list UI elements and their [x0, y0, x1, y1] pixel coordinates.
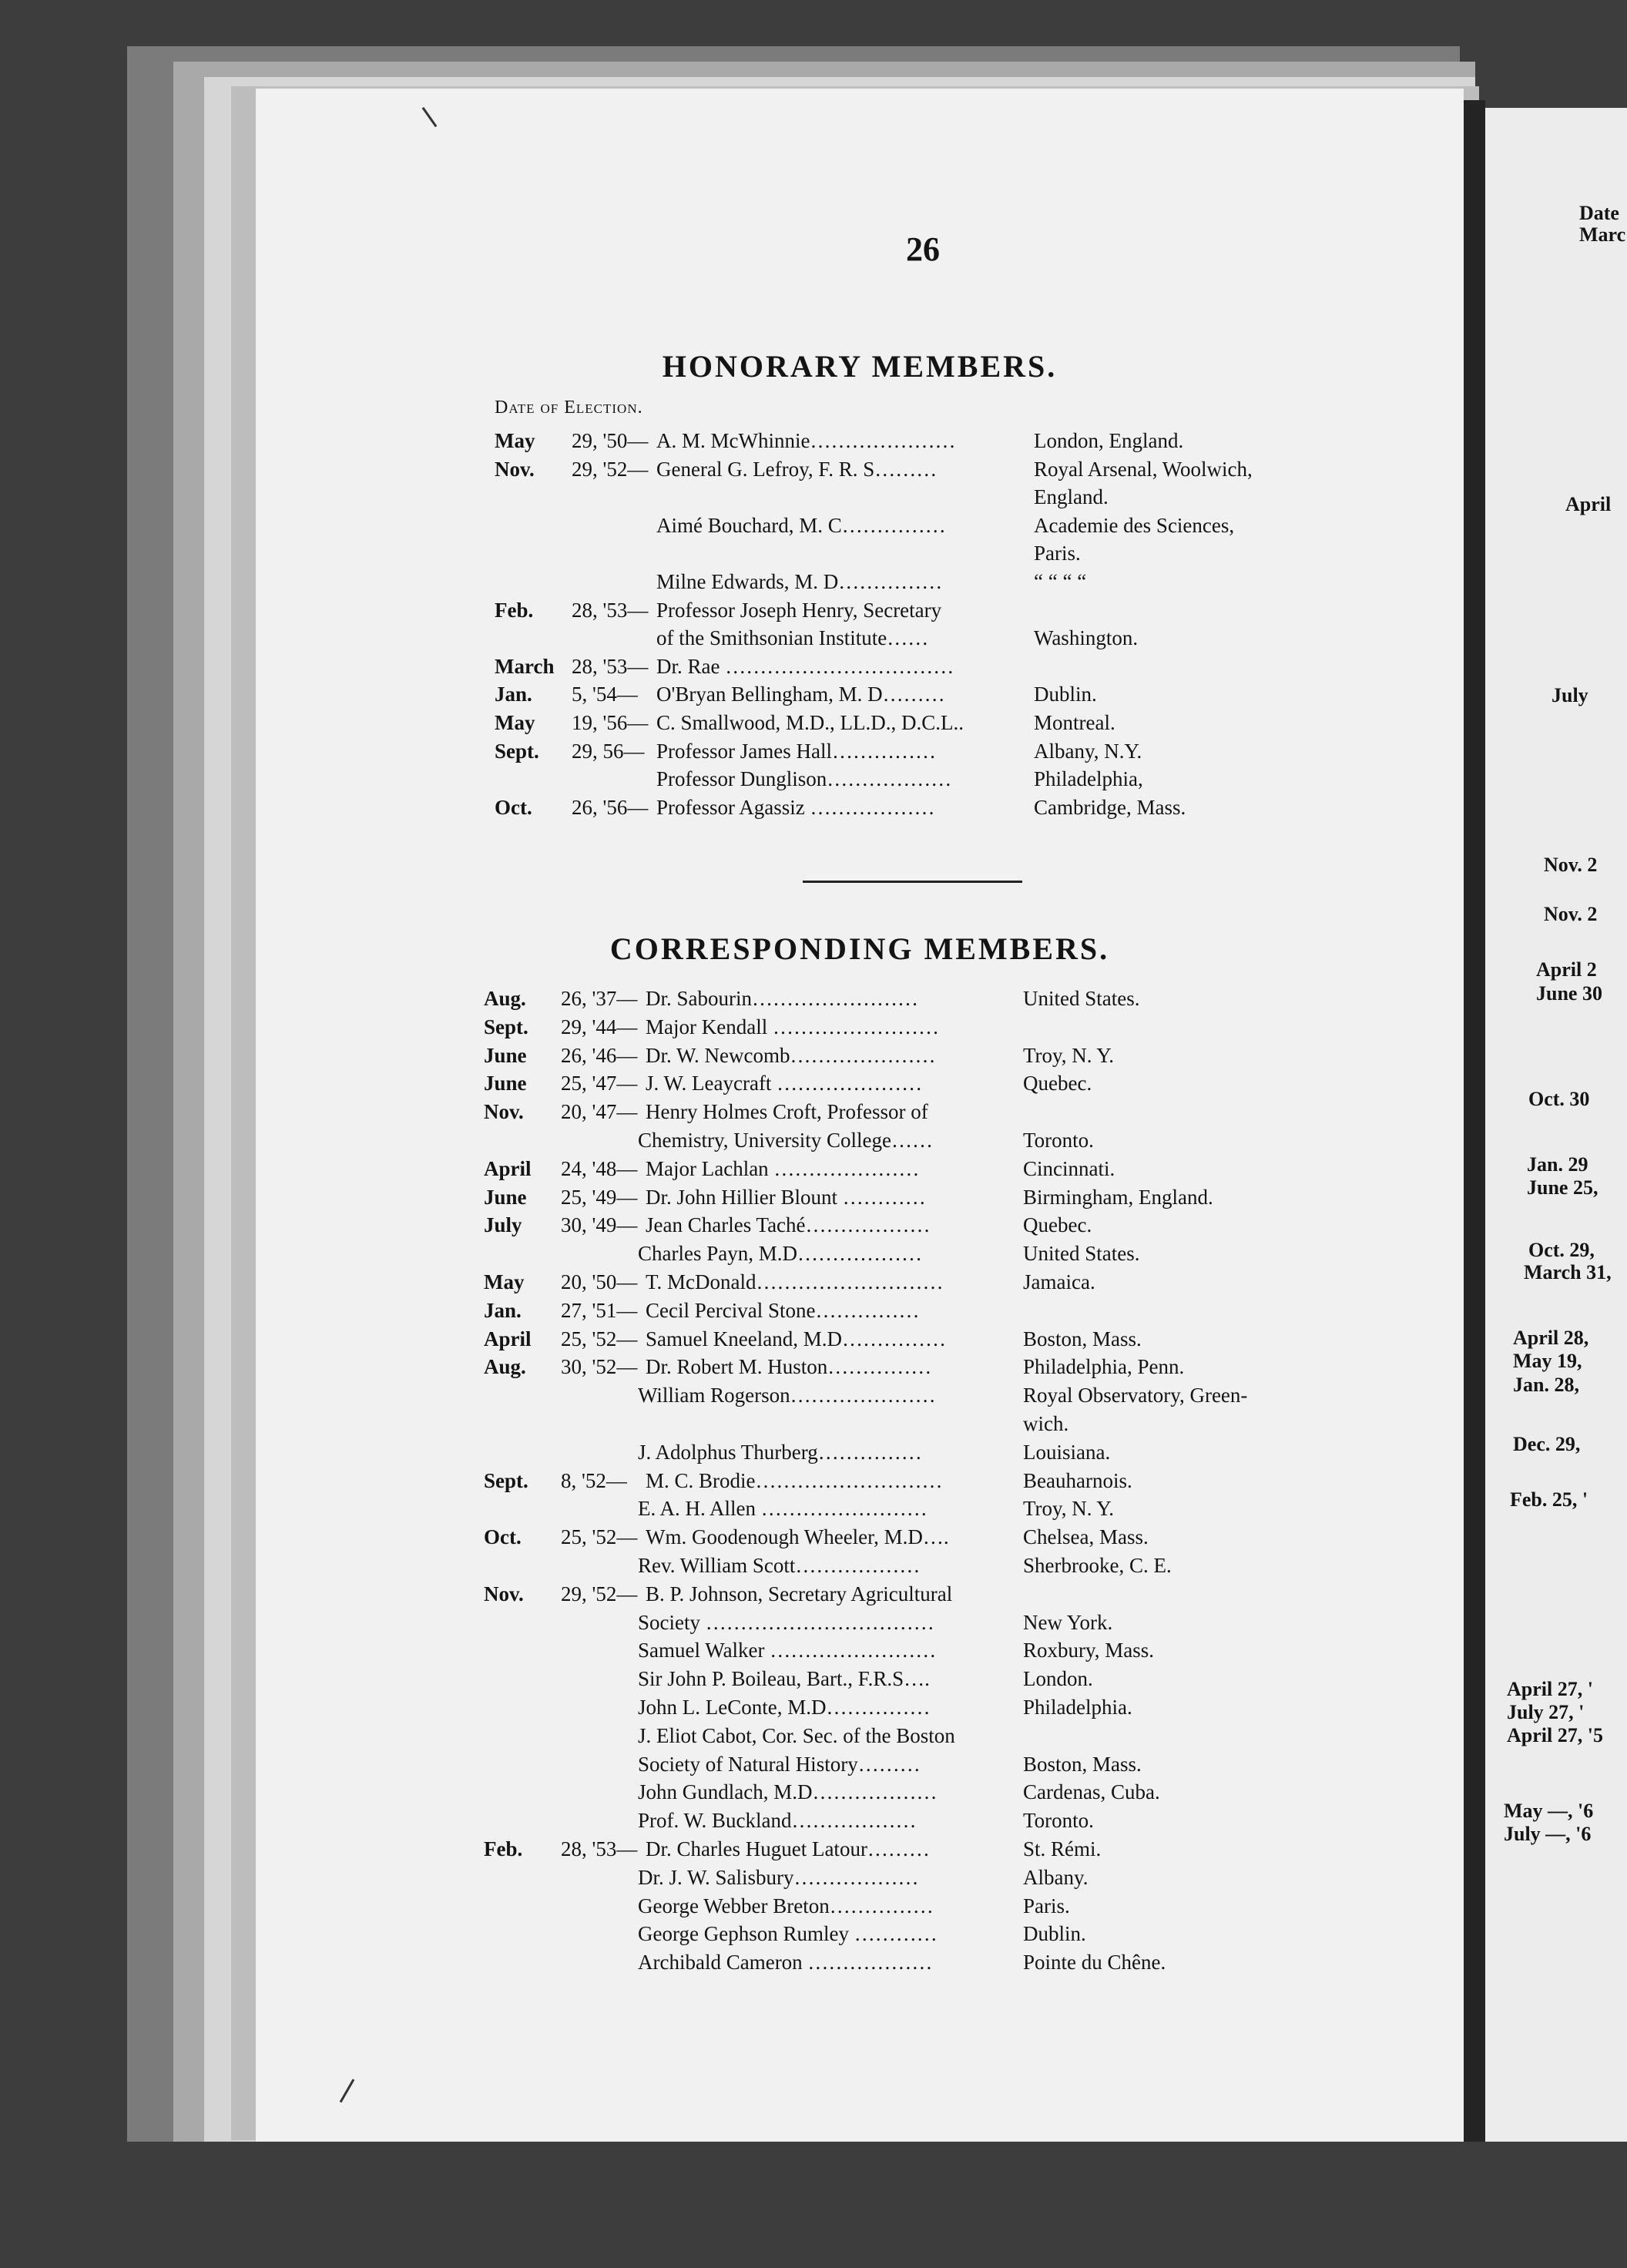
- corresponding-row: [484, 1892, 1331, 1921]
- honorary-location: Philadelphia,: [1034, 767, 1143, 791]
- honorary-location: Albany, N.Y.: [1034, 739, 1142, 763]
- corresponding-date: 24, '48—: [561, 1156, 638, 1180]
- corresponding-location: Toronto.: [1023, 1129, 1094, 1152]
- corresponding-location: United States.: [1023, 1242, 1140, 1266]
- corresponding-location: Chelsea, Mass.: [1023, 1525, 1149, 1549]
- corresponding-month: Sept.: [484, 1468, 528, 1492]
- honorary-name: Professor Dunglison………………: [656, 767, 952, 791]
- corresponding-date: 29, '52—: [561, 1582, 638, 1605]
- corresponding-month: Aug.: [484, 987, 526, 1010]
- honorary-name: O'Bryan Bellingham, M. D………: [656, 683, 945, 706]
- corresponding-location: New York.: [1023, 1610, 1113, 1634]
- corresponding-date: 28, '53—: [561, 1837, 638, 1860]
- honorary-name: A. M. McWhinnie…………………: [656, 429, 956, 452]
- corresponding-name: Wm. Goodenough Wheeler, M.D….: [646, 1525, 949, 1549]
- corresponding-name: J. W. Leaycraft …………………: [646, 1072, 923, 1095]
- corresponding-location: Pointe du Chêne.: [1023, 1951, 1166, 1974]
- honorary-name: of the Smithsonian Institute……: [656, 626, 929, 650]
- corresponding-name: Dr. Charles Huguet Latour………: [646, 1837, 930, 1860]
- corresponding-location: Paris.: [1023, 1894, 1070, 1917]
- right-page-text: Jan. 29: [1527, 1153, 1588, 1176]
- corresponding-row: [484, 1807, 1331, 1835]
- corresponding-row: [484, 1523, 1331, 1552]
- honorary-date: 26, '56—: [572, 795, 649, 819]
- corresponding-row: [484, 1098, 1331, 1126]
- corresponding-date: 25, '52—: [561, 1525, 638, 1549]
- right-page-text: Jan. 28,: [1513, 1374, 1579, 1396]
- corresponding-name: Society ……………………………: [638, 1610, 934, 1634]
- corresponding-date: 25, '49—: [561, 1185, 638, 1209]
- corresponding-location: Troy, N. Y.: [1023, 1043, 1115, 1067]
- corresponding-name: Samuel Kneeland, M.D……………: [646, 1327, 946, 1350]
- corresponding-date: 26, '46—: [561, 1043, 638, 1067]
- corresponding-name: M. C. Brodie………………………: [646, 1468, 943, 1492]
- corresponding-month: June: [484, 1072, 527, 1095]
- date-of-election-header: Date of Election.: [495, 398, 643, 418]
- corresponding-location: Birmingham, England.: [1023, 1185, 1213, 1209]
- honorary-row: [495, 793, 1342, 822]
- honorary-name: Milne Edwards, M. D……………: [656, 570, 943, 593]
- honorary-location: Washington.: [1034, 626, 1139, 650]
- honorary-month: May: [495, 429, 535, 452]
- corresponding-row: [484, 1042, 1331, 1070]
- corresponding-location: St. Rémi.: [1023, 1837, 1102, 1860]
- corresponding-location: Sherbrooke, C. E.: [1023, 1554, 1172, 1577]
- honorary-location: England.: [1034, 485, 1109, 509]
- corresponding-name: J. Adolphus Thurberg……………: [638, 1440, 922, 1464]
- corresponding-month: June: [484, 1043, 527, 1067]
- corresponding-month: April: [484, 1156, 532, 1180]
- honorary-name: General G. Lefroy, F. R. S………: [656, 457, 938, 481]
- corresponding-name: B. P. Johnson, Secretary Agricultural: [646, 1582, 953, 1605]
- honorary-location: Cambridge, Mass.: [1034, 795, 1186, 819]
- honorary-date: 29, 56—: [572, 739, 645, 763]
- corresponding-name: Dr. Robert M. Huston……………: [646, 1355, 932, 1379]
- honorary-row: [495, 680, 1342, 709]
- honorary-row: [495, 483, 1342, 512]
- corresponding-date: 29, '44—: [561, 1015, 638, 1038]
- corresponding-location: Cincinnati.: [1023, 1156, 1115, 1180]
- corresponding-row: [484, 1297, 1331, 1325]
- corresponding-location: Quebec.: [1023, 1213, 1092, 1237]
- honorary-location: Academie des Sciences,: [1034, 513, 1235, 537]
- honorary-row: [495, 709, 1342, 737]
- corresponding-name: Charles Payn, M.D………………: [638, 1242, 922, 1266]
- section-divider: [803, 881, 1022, 883]
- corresponding-name: George Webber Breton……………: [638, 1894, 934, 1917]
- corresponding-month: Feb.: [484, 1837, 523, 1860]
- corresponding-name: E. A. H. Allen ……………………: [638, 1497, 928, 1521]
- corresponding-row: [484, 1948, 1331, 1977]
- corresponding-row: [484, 1211, 1331, 1240]
- corresponding-name: Sir John P. Boileau, Bart., F.R.S….: [638, 1667, 930, 1691]
- right-page-text: April 27, '5: [1507, 1724, 1603, 1746]
- corresponding-date: 8, '52—: [561, 1468, 627, 1492]
- corresponding-row: [484, 1636, 1331, 1665]
- corresponding-name: William Rogerson…………………: [638, 1384, 936, 1407]
- corresponding-month: Nov.: [484, 1100, 524, 1124]
- right-page-text: Feb. 25, ': [1510, 1488, 1588, 1511]
- corresponding-row: [484, 1665, 1331, 1693]
- corresponding-members-heading: CORRESPONDING MEMBERS.: [609, 931, 1110, 966]
- honorary-row: [495, 596, 1342, 625]
- right-page-text: July —, '6: [1504, 1823, 1592, 1845]
- corresponding-month: May: [484, 1270, 525, 1293]
- corresponding-name: Archibald Cameron ………………: [638, 1951, 933, 1974]
- corresponding-row: [484, 1580, 1331, 1609]
- corresponding-location: London.: [1023, 1667, 1093, 1691]
- book-gutter: [1464, 100, 1485, 2142]
- corresponding-date: 26, '37—: [561, 987, 638, 1010]
- corresponding-row: [484, 1438, 1331, 1467]
- corresponding-row: [484, 1325, 1331, 1354]
- honorary-month: March: [495, 654, 555, 678]
- honorary-month: Sept.: [495, 739, 539, 763]
- corresponding-row: [484, 1126, 1331, 1155]
- honorary-row: [495, 568, 1342, 596]
- corresponding-row: [484, 1353, 1331, 1381]
- corresponding-name: J. Eliot Cabot, Cor. Sec. of the Boston: [638, 1723, 955, 1747]
- corresponding-row: [484, 1155, 1331, 1183]
- page-number: 26: [906, 230, 940, 268]
- right-page-text: May 19,: [1513, 1350, 1582, 1372]
- corresponding-date: 30, '52—: [561, 1355, 638, 1379]
- corresponding-row: [484, 1835, 1331, 1864]
- honorary-location: Montreal.: [1034, 711, 1115, 734]
- corresponding-row: [484, 1750, 1331, 1779]
- corresponding-name: George Gephson Rumley …………: [638, 1922, 938, 1946]
- honorary-row: [495, 427, 1342, 455]
- corresponding-location: Roxbury, Mass.: [1023, 1639, 1155, 1662]
- honorary-location: London, England.: [1034, 429, 1184, 452]
- corresponding-name: Dr. J. W. Salisbury………………: [638, 1865, 919, 1889]
- corresponding-name: Major Kendall ……………………: [646, 1015, 939, 1038]
- corresponding-row: [484, 1495, 1331, 1523]
- right-page-text: Oct. 29,: [1528, 1239, 1595, 1261]
- corresponding-row: [484, 1069, 1331, 1098]
- honorary-row: [495, 765, 1342, 793]
- corresponding-name: Dr. Sabourin……………………: [646, 987, 918, 1010]
- honorary-row: [495, 455, 1342, 484]
- corresponding-month: Sept.: [484, 1015, 528, 1038]
- corresponding-date: 25, '47—: [561, 1072, 638, 1095]
- corresponding-row: [484, 1609, 1331, 1637]
- honorary-location: Paris.: [1034, 542, 1081, 565]
- honorary-date: 29, '52—: [572, 457, 649, 481]
- corresponding-name: Major Lachlan …………………: [646, 1156, 920, 1180]
- corresponding-row: [484, 1410, 1331, 1438]
- corresponding-location: Royal Observatory, Green-: [1023, 1384, 1248, 1407]
- right-page-text: May —, '6: [1504, 1800, 1594, 1822]
- corresponding-location: Troy, N. Y.: [1023, 1497, 1115, 1521]
- corresponding-location: Boston, Mass.: [1023, 1327, 1142, 1350]
- corresponding-location: Toronto.: [1023, 1809, 1094, 1833]
- honorary-date: 29, '50—: [572, 429, 649, 452]
- corresponding-location: Dublin.: [1023, 1922, 1086, 1946]
- corresponding-location: Boston, Mass.: [1023, 1752, 1142, 1776]
- corresponding-row: [484, 1920, 1331, 1948]
- honorary-month: Oct.: [495, 795, 532, 819]
- corresponding-name: Society of Natural History………: [638, 1752, 921, 1776]
- honorary-month: Feb.: [495, 598, 534, 622]
- corresponding-row: [484, 1013, 1331, 1042]
- honorary-location: Royal Arsenal, Woolwich,: [1034, 457, 1253, 481]
- corresponding-month: Nov.: [484, 1582, 524, 1605]
- corresponding-location: Cardenas, Cuba.: [1023, 1780, 1160, 1804]
- corresponding-month: Oct.: [484, 1525, 522, 1549]
- corresponding-name: Dr. W. Newcomb…………………: [646, 1043, 936, 1067]
- corresponding-row: [484, 1183, 1331, 1212]
- honorary-name: Professor Agassiz ………………: [656, 795, 935, 819]
- right-page-text: Nov. 2: [1544, 854, 1598, 876]
- corresponding-name: Dr. John Hillier Blount …………: [646, 1185, 926, 1209]
- corresponding-name: Samuel Walker ……………………: [638, 1639, 937, 1662]
- corresponding-row: [484, 1381, 1331, 1410]
- corresponding-row: [484, 1778, 1331, 1807]
- corresponding-month: April: [484, 1327, 532, 1350]
- corresponding-date: 27, '51—: [561, 1298, 638, 1322]
- honorary-date: 28, '53—: [572, 654, 649, 678]
- corresponding-name: T. McDonald………………………: [646, 1270, 944, 1293]
- corresponding-location: Albany.: [1023, 1865, 1089, 1889]
- right-page-text: July: [1552, 684, 1588, 706]
- honorary-row: [495, 624, 1342, 653]
- right-page-text: Date: [1579, 202, 1619, 224]
- corresponding-name: Prof. W. Buckland………………: [638, 1809, 917, 1833]
- honorary-name: Aimé Bouchard, M. C……………: [656, 513, 946, 537]
- right-page-text: April 2: [1536, 958, 1597, 981]
- corresponding-location: Quebec.: [1023, 1072, 1092, 1095]
- honorary-row: [495, 512, 1342, 540]
- honorary-location: “ “ “ “: [1034, 570, 1087, 593]
- corresponding-location: Philadelphia.: [1023, 1696, 1132, 1719]
- corresponding-row: [484, 1693, 1331, 1722]
- honorary-name: C. Smallwood, M.D., LL.D., D.C.L..: [656, 711, 964, 734]
- right-page-text: Dec. 29,: [1513, 1433, 1581, 1455]
- corresponding-date: 25, '52—: [561, 1327, 638, 1350]
- corresponding-name: Henry Holmes Croft, Professor of: [646, 1100, 928, 1124]
- corresponding-location: Jamaica.: [1023, 1270, 1095, 1293]
- right-page-text: April: [1565, 493, 1612, 515]
- honorary-name: Professor James Hall……………: [656, 739, 936, 763]
- honorary-date: 28, '53—: [572, 598, 649, 622]
- corresponding-month: Jan.: [484, 1298, 522, 1322]
- corresponding-location: Louisiana.: [1023, 1440, 1111, 1464]
- corresponding-date: 20, '50—: [561, 1270, 638, 1293]
- right-page-text: Nov. 2: [1544, 903, 1598, 925]
- right-page-text: June 25,: [1527, 1176, 1598, 1199]
- corresponding-name: John L. LeConte, M.D……………: [638, 1696, 931, 1719]
- right-page-text: April 28,: [1513, 1327, 1589, 1349]
- corresponding-name: John Gundlach, M.D………………: [638, 1780, 938, 1804]
- honorary-members-heading: HONORARY MEMBERS.: [662, 349, 1058, 384]
- corresponding-row: [484, 1268, 1331, 1297]
- corresponding-location: Beauharnois.: [1023, 1468, 1132, 1492]
- corresponding-date: 30, '49—: [561, 1213, 638, 1237]
- honorary-month: Nov.: [495, 457, 535, 481]
- right-page-fragment: [1485, 108, 1627, 2142]
- honorary-row: [495, 653, 1342, 681]
- honorary-month: Jan.: [495, 683, 532, 706]
- corresponding-name: Chemistry, University College……: [638, 1129, 933, 1152]
- honorary-location: Dublin.: [1034, 683, 1097, 706]
- right-page-text: June 30: [1536, 982, 1602, 1005]
- right-page-text: March 31,: [1524, 1261, 1612, 1283]
- corresponding-row: [484, 1864, 1331, 1892]
- right-page-text: April 27, ': [1507, 1678, 1593, 1700]
- corresponding-row: [484, 1240, 1331, 1268]
- corresponding-month: June: [484, 1185, 527, 1209]
- corresponding-name: Rev. William Scott………………: [638, 1554, 921, 1577]
- corresponding-name: Jean Charles Taché………………: [646, 1213, 931, 1237]
- honorary-month: May: [495, 711, 535, 734]
- right-page-text: Marc: [1579, 223, 1626, 246]
- honorary-row: [495, 737, 1342, 766]
- right-page-text: July 27, ': [1507, 1701, 1585, 1723]
- corresponding-date: 20, '47—: [561, 1100, 638, 1124]
- corresponding-row: [484, 1552, 1331, 1580]
- honorary-name: Professor Joseph Henry, Secretary: [656, 598, 942, 622]
- honorary-row: [495, 539, 1342, 568]
- honorary-date: 5, '54—: [572, 683, 638, 706]
- corresponding-month: Aug.: [484, 1355, 526, 1379]
- corresponding-location: United States.: [1023, 987, 1140, 1010]
- corresponding-month: July: [484, 1213, 522, 1237]
- corresponding-row: [484, 985, 1331, 1013]
- corresponding-location: wich.: [1023, 1412, 1069, 1435]
- corresponding-name: Cecil Percival Stone……………: [646, 1298, 920, 1322]
- honorary-name: Dr. Rae ……………………………: [656, 654, 954, 678]
- corresponding-row: [484, 1722, 1331, 1750]
- corresponding-row: [484, 1467, 1331, 1495]
- corresponding-location: Philadelphia, Penn.: [1023, 1355, 1185, 1379]
- right-page-text: Oct. 30: [1528, 1088, 1590, 1110]
- honorary-date: 19, '56—: [572, 711, 649, 734]
